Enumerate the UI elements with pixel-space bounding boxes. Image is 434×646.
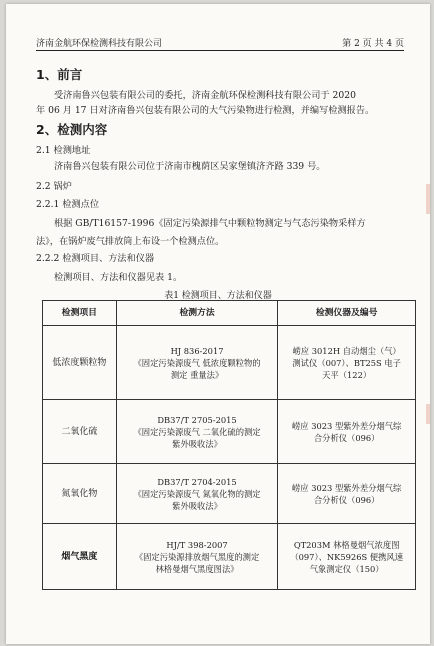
page-header (36, 36, 404, 51)
instrument-line: 崂应 3023 型紫外差分烟气综 (291, 482, 402, 493)
method-line: 《固定污染源废气 二氧化硫的测定 (133, 426, 261, 437)
method-line: 《固定污染源废气 氮氧化物的测定 (133, 488, 261, 499)
section1-title: 1、前言 (36, 67, 83, 82)
method-line: HJ/T 398-2007 (166, 539, 228, 550)
header-page-number: 第 2 页 共 4 页 (342, 39, 404, 49)
method-line: 《固定污染源排放烟气黑度的测定 (134, 551, 260, 562)
table-row (43, 400, 416, 464)
detection-table (42, 300, 416, 590)
table-row (43, 326, 416, 400)
table-caption: 表1 检测项目、方法和仪器 (164, 291, 272, 301)
method-cell (116, 326, 278, 400)
method-line: 《固定污染源废气 低浓度颗粒物的 (133, 357, 261, 368)
table-header-row (43, 301, 416, 326)
instrument-line: 气象测定仪（150） (309, 563, 384, 574)
method-line: 林格曼烟气黑度图法》 (155, 563, 239, 574)
instrument-line: 崂应 3023 型紫外差分烟气综 (291, 420, 402, 431)
table-row (43, 464, 416, 524)
column-header: 检测仪器及编号 (278, 301, 416, 326)
method-cell (116, 524, 278, 590)
method-line: 紫外吸收法》 (172, 500, 222, 511)
instrument-line: 崂应 3012H 自动烟尘（气） (292, 345, 401, 356)
instrument-line: 测试仪（007）、BT25S 电子 (292, 357, 401, 368)
instrument-line: 合分析仪（096） (313, 494, 380, 505)
section-2-1-heading: 2.1 检测地址 (36, 145, 91, 156)
column-header: 检测项目 (43, 301, 117, 326)
column-header: 检测方法 (116, 301, 278, 326)
section-2-2-2-heading: 2.2.2 检测项目、方法和仪器 (36, 253, 155, 264)
document-page (6, 4, 430, 644)
table-row (43, 524, 416, 590)
header-company: 济南金航环保检测科技有限公司 (36, 39, 163, 49)
method-line: DB37/T 2705-2015 (157, 414, 237, 425)
section-2-2-heading: 2.2 锅炉 (36, 181, 72, 192)
item-cell: 低浓度颗粒物 (43, 326, 117, 400)
stamp-mark (426, 404, 430, 424)
item-cell: 二氧化硫 (43, 400, 117, 464)
section2-title: 2、检测内容 (36, 122, 108, 137)
method-line: 紫外吸收法》 (172, 438, 222, 449)
intro-line-2: 年 06 月 17 日对济南鲁兴包装有限公司的大气污染物进行检测，并编写检测报告。 (36, 105, 375, 116)
monitoring-point-line-1: 根据 GB/T16157-1996《固定污染源排气中颗粒物测定与气态污染物采样方 (54, 218, 366, 229)
instrument-cell (278, 524, 416, 590)
instrument-cell (278, 400, 416, 464)
instrument-line: 天平（122） (322, 369, 372, 380)
method-line: HJ 836-2017 (170, 345, 224, 356)
instrument-line: 合分析仪（096） (313, 432, 380, 443)
stamp-mark (426, 184, 430, 214)
monitoring-point-line-2: 法》，在锅炉废气排放筒上布设一个检测点位。 (36, 236, 225, 247)
address-text: 济南鲁兴包装有限公司位于济南市槐荫区吴家堡镇济齐路 339 号。 (54, 161, 326, 172)
instrument-line: （097）、NK5926S 便携风速 (290, 551, 403, 562)
instrument-cell (278, 326, 416, 400)
method-cell (116, 400, 278, 464)
instrument-line: QT203M 林格曼烟气浓度图 (293, 539, 400, 550)
method-line: 测定 重量法》 (170, 369, 224, 380)
item-cell: 氮氧化物 (43, 464, 117, 524)
table-reference-text: 检测项目、方法和仪器见表 1。 (54, 272, 183, 283)
intro-line-1: 受济南鲁兴包装有限公司的委托，济南金航环保检测科技有限公司于 2020 (54, 90, 356, 101)
section-2-2-1-heading: 2.2.1 检测点位 (36, 199, 100, 210)
instrument-cell (278, 464, 416, 524)
method-line: DB37/T 2704-2015 (157, 476, 237, 487)
method-cell (116, 464, 278, 524)
item-cell: 烟气黑度 (43, 524, 117, 590)
